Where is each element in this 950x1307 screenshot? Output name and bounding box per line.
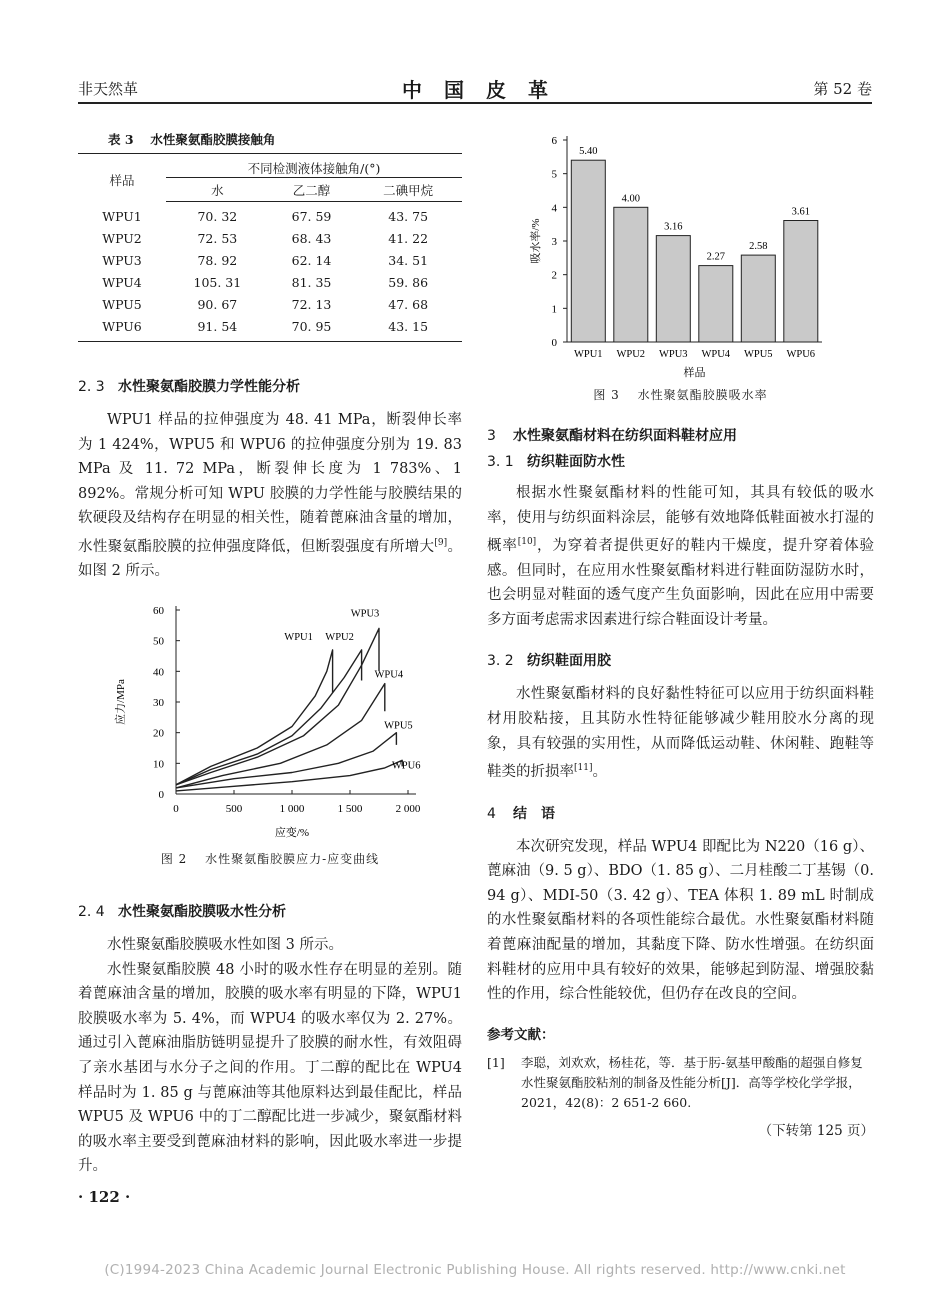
series-label: WPU6 — [391, 760, 421, 772]
x-tick-label: WPU5 — [743, 349, 773, 360]
y-tick-label: 2 — [551, 269, 557, 282]
table-col-header: 水 — [166, 178, 269, 202]
series-label: WPU3 — [350, 608, 380, 620]
paragraph-text: 。如图 2 所示。 — [78, 538, 463, 580]
series-line-wpu1 — [176, 650, 333, 785]
y-tick-label: 3 — [551, 236, 557, 248]
table-cell: 105. 31 — [193, 275, 242, 290]
bar-value-label: 5.40 — [579, 146, 598, 158]
table-cell: 67. 59 — [291, 209, 332, 225]
copyright-footer: (C)1994-2023 China Academic Journal Electronic Publishing House. All rights reserved. http://www.cnki.net — [104, 1262, 846, 1278]
y-axis-label: 应力/MPa — [115, 679, 127, 725]
bar-value-label: 3.61 — [791, 206, 810, 218]
section-2-3-paragraph — [78, 408, 462, 584]
figure-2-caption: 图 2 水性聚氨酯胶膜应力-应变曲线 — [160, 851, 380, 866]
section-number: 3. 2 — [487, 653, 514, 670]
series-label: WPU2 — [325, 631, 354, 643]
y-tick-label: 50 — [153, 635, 164, 648]
paragraph-text: 。 — [592, 764, 607, 780]
figure-3-caption: 图 3 水性聚氨酯胶膜吸水率 — [593, 388, 768, 402]
continued-note: （下转第 125 页） — [758, 1122, 874, 1139]
series-label: WPU4 — [374, 669, 404, 681]
section-title: 水性聚氨酯胶膜力学性能分析 — [118, 379, 300, 395]
x-tick-label: WPU3 — [658, 349, 688, 360]
series-line-wpu6 — [176, 760, 402, 791]
table-cell: 47. 68 — [388, 297, 429, 312]
table-cell: 78. 92 — [197, 253, 238, 268]
series-line-wpu4 — [176, 684, 385, 788]
table3-title: 表 3 水性聚氨酯胶膜接触角 — [108, 132, 276, 147]
bar-value-label: 2.27 — [706, 251, 725, 263]
y-tick-label: 10 — [153, 758, 164, 771]
table-cell: WPU6 — [78, 316, 166, 342]
table-header-sample: 样品 — [78, 154, 166, 202]
right-column — [487, 122, 874, 1139]
bar-value-label: 4.00 — [621, 193, 640, 205]
citation[interactable]: [9] — [434, 537, 448, 548]
table-cell: WPU5 — [102, 297, 142, 312]
bar-wpu2 — [614, 207, 648, 342]
table-cell: 68. 43 — [291, 231, 332, 246]
reference-number: [1] — [487, 1054, 505, 1070]
bar-wpu1 — [571, 160, 605, 342]
paragraph-text: 水性聚氨酯材料的良好黏性特征可以应用于纺织面料鞋材用胶粘接，且其防水性特征能够减少鞋用胶水分离的现象，具有较强的实用性，从而降低运动鞋、休闲鞋、跑鞋等鞋类的折损率 — [487, 686, 874, 780]
section-2-4-heading — [78, 901, 462, 921]
bar-value-label: 2.58 — [749, 241, 768, 253]
table-col-header: 二碘甲烷 — [354, 178, 462, 202]
table-cell: 34. 51 — [388, 253, 429, 268]
table-group-header — [166, 154, 462, 178]
y-tick-label: 0 — [551, 337, 557, 349]
running-header — [78, 78, 872, 104]
table-col-header: 乙二醇 — [269, 178, 355, 202]
reference-item — [487, 1053, 874, 1113]
table-cell: 72. 13 — [291, 297, 332, 312]
left-column — [78, 122, 462, 1179]
section-number: 3. 1 — [487, 454, 514, 470]
table-cell: 91. 54 — [166, 316, 269, 342]
x-axis-label: 应变/% — [274, 826, 310, 839]
section-title: 纺织鞋面防水性 — [527, 454, 625, 470]
table-cell: 41. 22 — [388, 231, 429, 246]
paragraph-text: WPU1 样品的拉伸强度为 48. 41 MPa，断裂伸长率为 1 424%，WPU5 和 WPU6 的拉伸强度分别为 19. 83 MPa 及 11. 72 MPa，断裂伸长度为 1 783%、1 892%。常规分析可知 WPU 胶膜的力学性能与胶膜结果的软硬段及结构存在明显的相关性，随着蓖麻油含量的增加，水性聚氨酯胶膜的拉伸强度降低，但断裂强度有所增大 — [78, 412, 462, 555]
section-2-4-paragraph-1: 水性聚氨酯胶膜吸水性如图 3 所示。 — [107, 936, 343, 953]
stress-strain-chart — [78, 598, 462, 848]
x-tick-label: 1 500 — [337, 802, 363, 815]
table-row — [78, 228, 462, 250]
y-tick-label: 6 — [551, 135, 557, 147]
bar-wpu5 — [741, 255, 775, 342]
y-tick-label: 1 — [551, 303, 557, 316]
series-label: WPU1 — [284, 631, 313, 643]
table-row — [78, 250, 462, 272]
table-row — [78, 316, 462, 342]
bar-wpu3 — [656, 236, 690, 342]
section-number: 3 — [487, 428, 496, 444]
table-cell: WPU3 — [102, 253, 142, 268]
table-cell: 62. 14 — [291, 253, 332, 268]
section-3-2-paragraph — [487, 682, 874, 784]
section-4-paragraph: 本次研究发现，样品 WPU4 即配比为 N220（16 g）、蓖麻油（9. 5 g）、BDO（1. 85 g）、二月桂酸二丁基锡（0. 94 g）、MDI-50（3. 42 g）、TEA 体积 1. 89 mL 时制成的水性聚氨酯材料的各项性能综合最优。水性聚氨酯材料随着蓖麻油配量的增加，其黏度下降、防水性增强。在纺织面料鞋材的应用中具有较好的效果，能够起到防湿、增强胶黏性的作用，综合性能较优，但仍存在改良的空间。 — [487, 838, 874, 1003]
paragraph-text: 根据水性聚氨酯材料的性能可知，其具有较低的吸水率，使用与纺织面料涂层，能够有效地降低鞋面被水打湿的概率 — [487, 485, 874, 555]
header-section-name: 非天然革 — [78, 80, 139, 98]
section-title: 水性聚氨酯胶膜吸水性分析 — [118, 903, 286, 920]
section-title: 纺织鞋面用胶 — [527, 653, 611, 670]
table-row — [78, 202, 462, 228]
bar-wpu6 — [784, 221, 818, 343]
table-cell: WPU1 — [102, 209, 142, 224]
y-tick-label: 40 — [153, 666, 164, 679]
y-tick-label: 0 — [158, 788, 164, 801]
table-cell: 59. 86 — [388, 275, 429, 290]
x-tick-label: 1 000 — [279, 802, 305, 815]
y-axis-label: 吸水率/% — [530, 218, 542, 264]
citation[interactable]: [10] — [517, 537, 537, 548]
x-tick-label: WPU4 — [701, 349, 731, 360]
series-label: WPU5 — [384, 720, 413, 732]
section-3-1-heading — [487, 451, 874, 471]
section-4-heading — [487, 803, 874, 823]
section-title: 结 语 — [513, 805, 555, 822]
table-cell: 81. 35 — [291, 275, 332, 290]
y-tick-label: 20 — [153, 727, 164, 740]
references-heading: 参考文献： — [487, 1026, 555, 1043]
section-3-1-paragraph — [487, 481, 874, 632]
section-number: 2. 4 — [78, 903, 105, 920]
section-2-4-paragraph-2: 水性聚氨酯胶膜 48 小时的吸水性存在明显的差别。随着蓖麻油含量的增加，胶膜的吸水率有明显的下降，WPU1 胶膜吸水率为 5. 4%，而 WPU4 的吸水率仅为 2. 27%。通过引入蓖麻油脂肪链明显提升了胶膜的耐水性，有效阻碍了亲水基团与水分子之间的作用。丁二醇的配比在 WPU4 样品时为 1. 85 g 与蓖麻油等其他原料达到最佳配比，样品 WPU5 及 WPU6 中的丁二醇配比进一步减少，聚氨酯材料的吸水率主要受到蓖麻油材料的影响，因此吸水率进一步提升。 — [78, 961, 462, 1175]
table-cell: 43. 75 — [388, 209, 429, 225]
journal-title: 中国皮革 — [402, 78, 570, 102]
x-axis-label: 样品 — [683, 367, 706, 379]
table-cell: 70. 32 — [197, 209, 238, 225]
x-tick-label: WPU2 — [616, 349, 646, 360]
x-tick-label: 2 000 — [395, 802, 421, 815]
table-row — [78, 294, 462, 316]
section-title: 水性聚氨酯材料在纺织面料鞋材应用 — [513, 428, 737, 444]
table-row — [78, 272, 462, 294]
bar-wpu4 — [699, 266, 733, 342]
table-cell: 72. 53 — [197, 231, 238, 246]
x-tick-label: 500 — [225, 802, 243, 815]
table-cell: WPU2 — [102, 231, 142, 246]
x-tick-label: 0 — [173, 802, 179, 815]
table-cell: 43. 15 — [354, 316, 462, 342]
section-3-2-heading — [487, 650, 874, 670]
x-tick-label: WPU6 — [786, 349, 816, 360]
paragraph-text: ，为穿着者提供更好的鞋内干燥度，提升穿着体验感。但同时，在应用水性聚氨酯材料进行鞋面防湿防水时，也会明显对鞋面的透气度产生负面影响，因此在应用中需要多方面考虑需求因素进行综合鞋面设计考量。 — [487, 538, 875, 628]
y-tick-label: 4 — [551, 202, 557, 215]
page-number: · 122 · — [78, 1188, 131, 1206]
x-tick-label: WPU1 — [573, 349, 603, 360]
series-line-wpu3 — [176, 628, 379, 784]
section-3-heading — [487, 425, 874, 445]
contact-angle-table — [78, 153, 462, 342]
y-tick-label: 5 — [551, 168, 557, 181]
table-cell: 70. 95 — [269, 316, 355, 342]
header-volume: 第 52 卷 — [813, 80, 872, 98]
citation[interactable]: [11] — [574, 763, 593, 774]
water-absorption-chart — [487, 126, 874, 386]
table-cell: WPU4 — [102, 275, 142, 290]
section-number: 4 — [487, 805, 496, 822]
section-number: 2. 3 — [78, 379, 105, 395]
y-tick-label: 60 — [153, 604, 164, 617]
table-cell: 90. 67 — [197, 297, 238, 312]
table-group-header-text: 不同检测液体接触角/(°) — [247, 160, 381, 176]
section-2-3-heading — [78, 376, 462, 396]
y-tick-label: 30 — [153, 696, 164, 709]
bar-value-label: 3.16 — [664, 221, 683, 233]
reference-text: 李聪，刘欢欢，杨桂花，等．基于肟-氨基甲酸酯的超强自修复水性聚氨酯胶粘剂的制备及性能分析[J]．高等学校化学学报，2021，42(8)：2 651-2 660. — [521, 1054, 863, 1110]
